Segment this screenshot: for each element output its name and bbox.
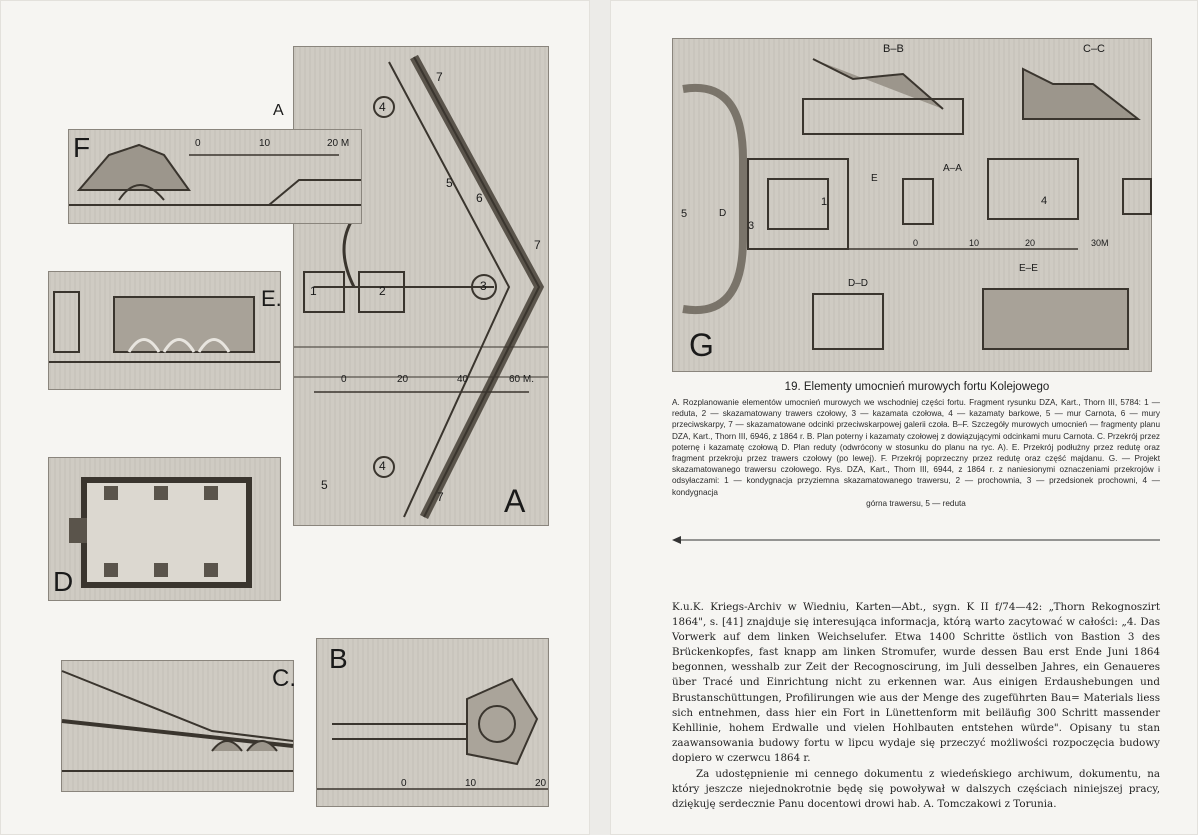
figure-caption-title: 19. Elementy umocnień murowych fortu Kolejowego (784, 381, 1050, 393)
plate-a-ref-3: 3 (480, 279, 487, 293)
plate-a-big-label: A (504, 483, 526, 519)
plate-a-scale-60: 60 M. (509, 374, 535, 385)
plate-d-label: D (53, 566, 74, 597)
plate-f-drawing (69, 130, 361, 223)
left-arrow-icon (672, 535, 1160, 545)
plate-a-ref-1: 1 (310, 284, 317, 298)
plate-g-scale-10: 10 (969, 238, 980, 248)
plate-a-ref-7-right: 7 (534, 238, 541, 252)
plate-b-drawing (317, 639, 548, 806)
plate-f-cross-section (68, 129, 362, 224)
plate-g-section-cc: C–C (1083, 43, 1106, 55)
plate-f-scale-10: 10 (259, 138, 271, 149)
plate-a-ref-5-bottom: 5 (321, 478, 328, 492)
plate-g-marker-d: D (719, 208, 727, 219)
plate-g-section-ee: E–E (1019, 263, 1038, 274)
plate-c-drawing (62, 661, 293, 791)
plate-b-scale-10: 10 (465, 778, 477, 789)
plate-g-ref-1: 1 (821, 196, 828, 208)
plate-g-scale-20: 20 (1025, 238, 1036, 248)
figure-caption-last-line: górna trawersu, 5 — reduta (866, 498, 966, 508)
plate-g-traverse-project (672, 38, 1152, 372)
plate-b-scale-20: 20 (535, 778, 547, 789)
footnote-paragraph-archive: K.u.K. Kriegs-Archiv w Wiedniu, Karten—Abt., sygn. K II f/74—42: „Thorn Rekognoszirt 1864", s. [41] znajduje się interesująca informacja, którą warto zacytować w całości: „4. Das Vorwerk auf dem linken Weichselufer. Etwa 1400 Schritte östlich von Bastion 3 des Brückenkopfes, fast knapp am linken Stromufer, wurde dessen Bau erst Ende Juni 1864 begonnen, wesshalb zur Zeit der Recognoscirung, im Juli desselben Jahres, ein Genaueres über Tracé und Einrichtung nicht zu erkennen war. Aus einigen Erdaushebungen und Brustanschüttungen, Profilirungen wie aus der Menge des zugeführten Bau= Materials liess sich entnehmen, dass hier ein Fort in Lünettenform mit beiläufig 300 Schritt massender Kehllinie, hohem Erdwalle und vielen Hohlbauten entstehen würde". Opisany tu stan zaawansowania budowy fortu w lipcu wydaje się przeczyć możliwości rozpoczęcia budowy dopiero w czerwcu 1864 r. (672, 601, 1160, 764)
plate-a-ref-4-bottom: 4 (379, 459, 386, 473)
plate-b-label: B (329, 643, 348, 674)
plate-f-label: F (73, 132, 91, 163)
plate-g-marker-e: E (871, 173, 878, 184)
plate-f-scale-0: 0 (195, 138, 201, 149)
plate-a-scale-20: 20 (397, 374, 409, 385)
plate-a-drawing (294, 47, 548, 525)
plate-a-ref-6: 6 (476, 191, 483, 205)
plate-g-ref-4: 4 (1041, 195, 1048, 207)
plate-f-scale-20: 20 M (327, 138, 350, 149)
figure-caption-body (672, 397, 1160, 509)
figure-caption-text: A. Rozplanowanie elementów umocnień murowych we wschodniej części fortu. Fragment rysunku DZA, Kart., Thorn III, 5784: 1 — reduta, 2 — skazamatowany trawers czołowy, 3 — kazamata czołowa, 4 — kazamaty barkowe, 5 — mur Carnota, 6 — mury przeciwskarpy, 7 — skazamatowane odcinki przeciwskarpowej galerii czoła. B–F. Szczegóły murowych umocnień — fragmenty planu DZA, Kart., Thorn III, 6946, z 1864 r. B. Plan poterny i kazamaty czołowej z dowiązującymi odcinkami muru Carnota. C. Przekrój przez poternę i kazamatę czołową D. Plan reduty (odwrócony w stosunku do planu na ryc. A). E. Przekrój podłużny przez redutę oraz fragment przekroju przez trawers czołowy (po lewej). F. Przekrój poprzeczny przez redutę oraz część majdanu. G. — Projekt skazamatowanego trawersu czołowego. Rys. DZA, Kart., Thorn III, 6944, z 1864 r. z naniesionymi oznaczeniami przekrojów i odsyłaczami: 1 — kondygnacja przyziemna skazamatowanego trawersu, 2 — prochownia, 3 — przedsionek prochowni, 4 — kondygnacja (672, 398, 1160, 497)
plate-c-label: C. (272, 665, 296, 692)
plate-b-postern-plan (316, 638, 549, 807)
footnote-paragraph-thanks: Za udostępnienie mi cennego dokumentu z wiedeńskiego archiwum, dokumentu, na który jeszcze niejednokrotnie będę się powoływał w dalszych częściach niniejszej pracy, dziękuję serdecznie Panu docentowi drowi hab. A. Tomczakowi z Torunia. (672, 768, 1160, 811)
plate-d-redoubt-plan (48, 457, 281, 601)
plate-a-ref-2: 2 (379, 284, 386, 298)
plate-g-scale-0: 0 (913, 238, 919, 248)
plate-a-scale-0: 0 (341, 374, 347, 385)
plate-g-ref-3: 3 (748, 220, 755, 232)
plate-g-section-dd: D–D (848, 278, 869, 289)
plate-b-scale-0: 0 (401, 778, 407, 789)
plate-e-longitudinal-section (48, 271, 281, 390)
footnote-text (672, 600, 1160, 812)
plate-a-ref-7-bottom: 7 (437, 490, 444, 504)
plate-a-label: A (273, 102, 284, 119)
plate-a-ref-7-top: 7 (436, 70, 443, 84)
plate-g-section-bb: B–B (883, 43, 904, 55)
plate-c-postern-section (61, 660, 294, 792)
plate-d-drawing (49, 458, 280, 600)
plate-g-scale-30: 30M (1091, 238, 1109, 248)
plate-g-section-aa: A–A (943, 163, 962, 174)
plate-a-fort-plan (273, 46, 549, 526)
page-gutter (590, 0, 610, 835)
plate-g-label: G (689, 327, 714, 363)
plate-g-drawing (673, 39, 1151, 371)
plate-e-label: E. (261, 286, 282, 311)
plate-a-ref-5: 5 (446, 176, 453, 190)
plate-g-ref-5: 5 (681, 208, 688, 220)
plate-a-ref-4-top: 4 (379, 100, 386, 114)
plate-e-drawing (49, 272, 280, 389)
plate-a-scale-40: 40 (457, 374, 469, 385)
